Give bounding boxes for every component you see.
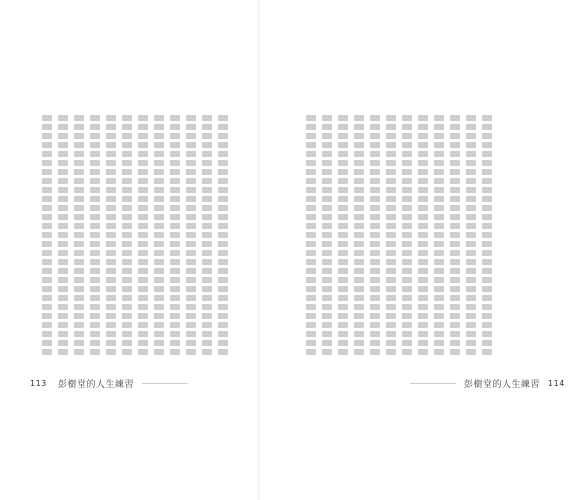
right-page bbox=[260, 0, 565, 500]
text-column bbox=[138, 115, 148, 355]
text-column bbox=[154, 115, 164, 355]
left-page-footer bbox=[30, 376, 188, 390]
text-column bbox=[218, 115, 228, 355]
text-column bbox=[306, 115, 316, 355]
left-page-columns bbox=[28, 115, 228, 355]
text-column bbox=[418, 115, 428, 355]
text-column bbox=[466, 115, 476, 355]
text-column bbox=[74, 115, 84, 355]
text-column bbox=[386, 115, 396, 355]
text-column bbox=[482, 115, 492, 355]
text-column bbox=[338, 115, 348, 355]
text-column bbox=[106, 115, 116, 355]
text-column bbox=[402, 115, 412, 355]
page-number: 113 bbox=[30, 378, 47, 388]
left-page bbox=[0, 0, 260, 500]
text-column bbox=[370, 115, 380, 355]
right-page-columns bbox=[292, 115, 492, 355]
running-header: 彭樹堂的人生練習 bbox=[464, 379, 541, 390]
text-column bbox=[170, 115, 180, 355]
text-column bbox=[186, 115, 196, 355]
right-page-text-block bbox=[292, 115, 492, 355]
text-column bbox=[202, 115, 212, 355]
text-column bbox=[122, 115, 132, 355]
text-column bbox=[58, 115, 68, 355]
text-column bbox=[42, 115, 52, 355]
page-number: 114 bbox=[548, 378, 565, 388]
text-column bbox=[434, 115, 444, 355]
text-column bbox=[322, 115, 332, 355]
right-page-footer bbox=[410, 376, 568, 390]
text-column bbox=[354, 115, 364, 355]
left-page-text-block bbox=[28, 115, 228, 355]
running-header: 彭樹堂的人生練習 bbox=[58, 379, 135, 390]
footer-rule bbox=[410, 383, 456, 384]
text-column bbox=[90, 115, 100, 355]
footer-rule bbox=[142, 383, 188, 384]
text-column bbox=[450, 115, 460, 355]
